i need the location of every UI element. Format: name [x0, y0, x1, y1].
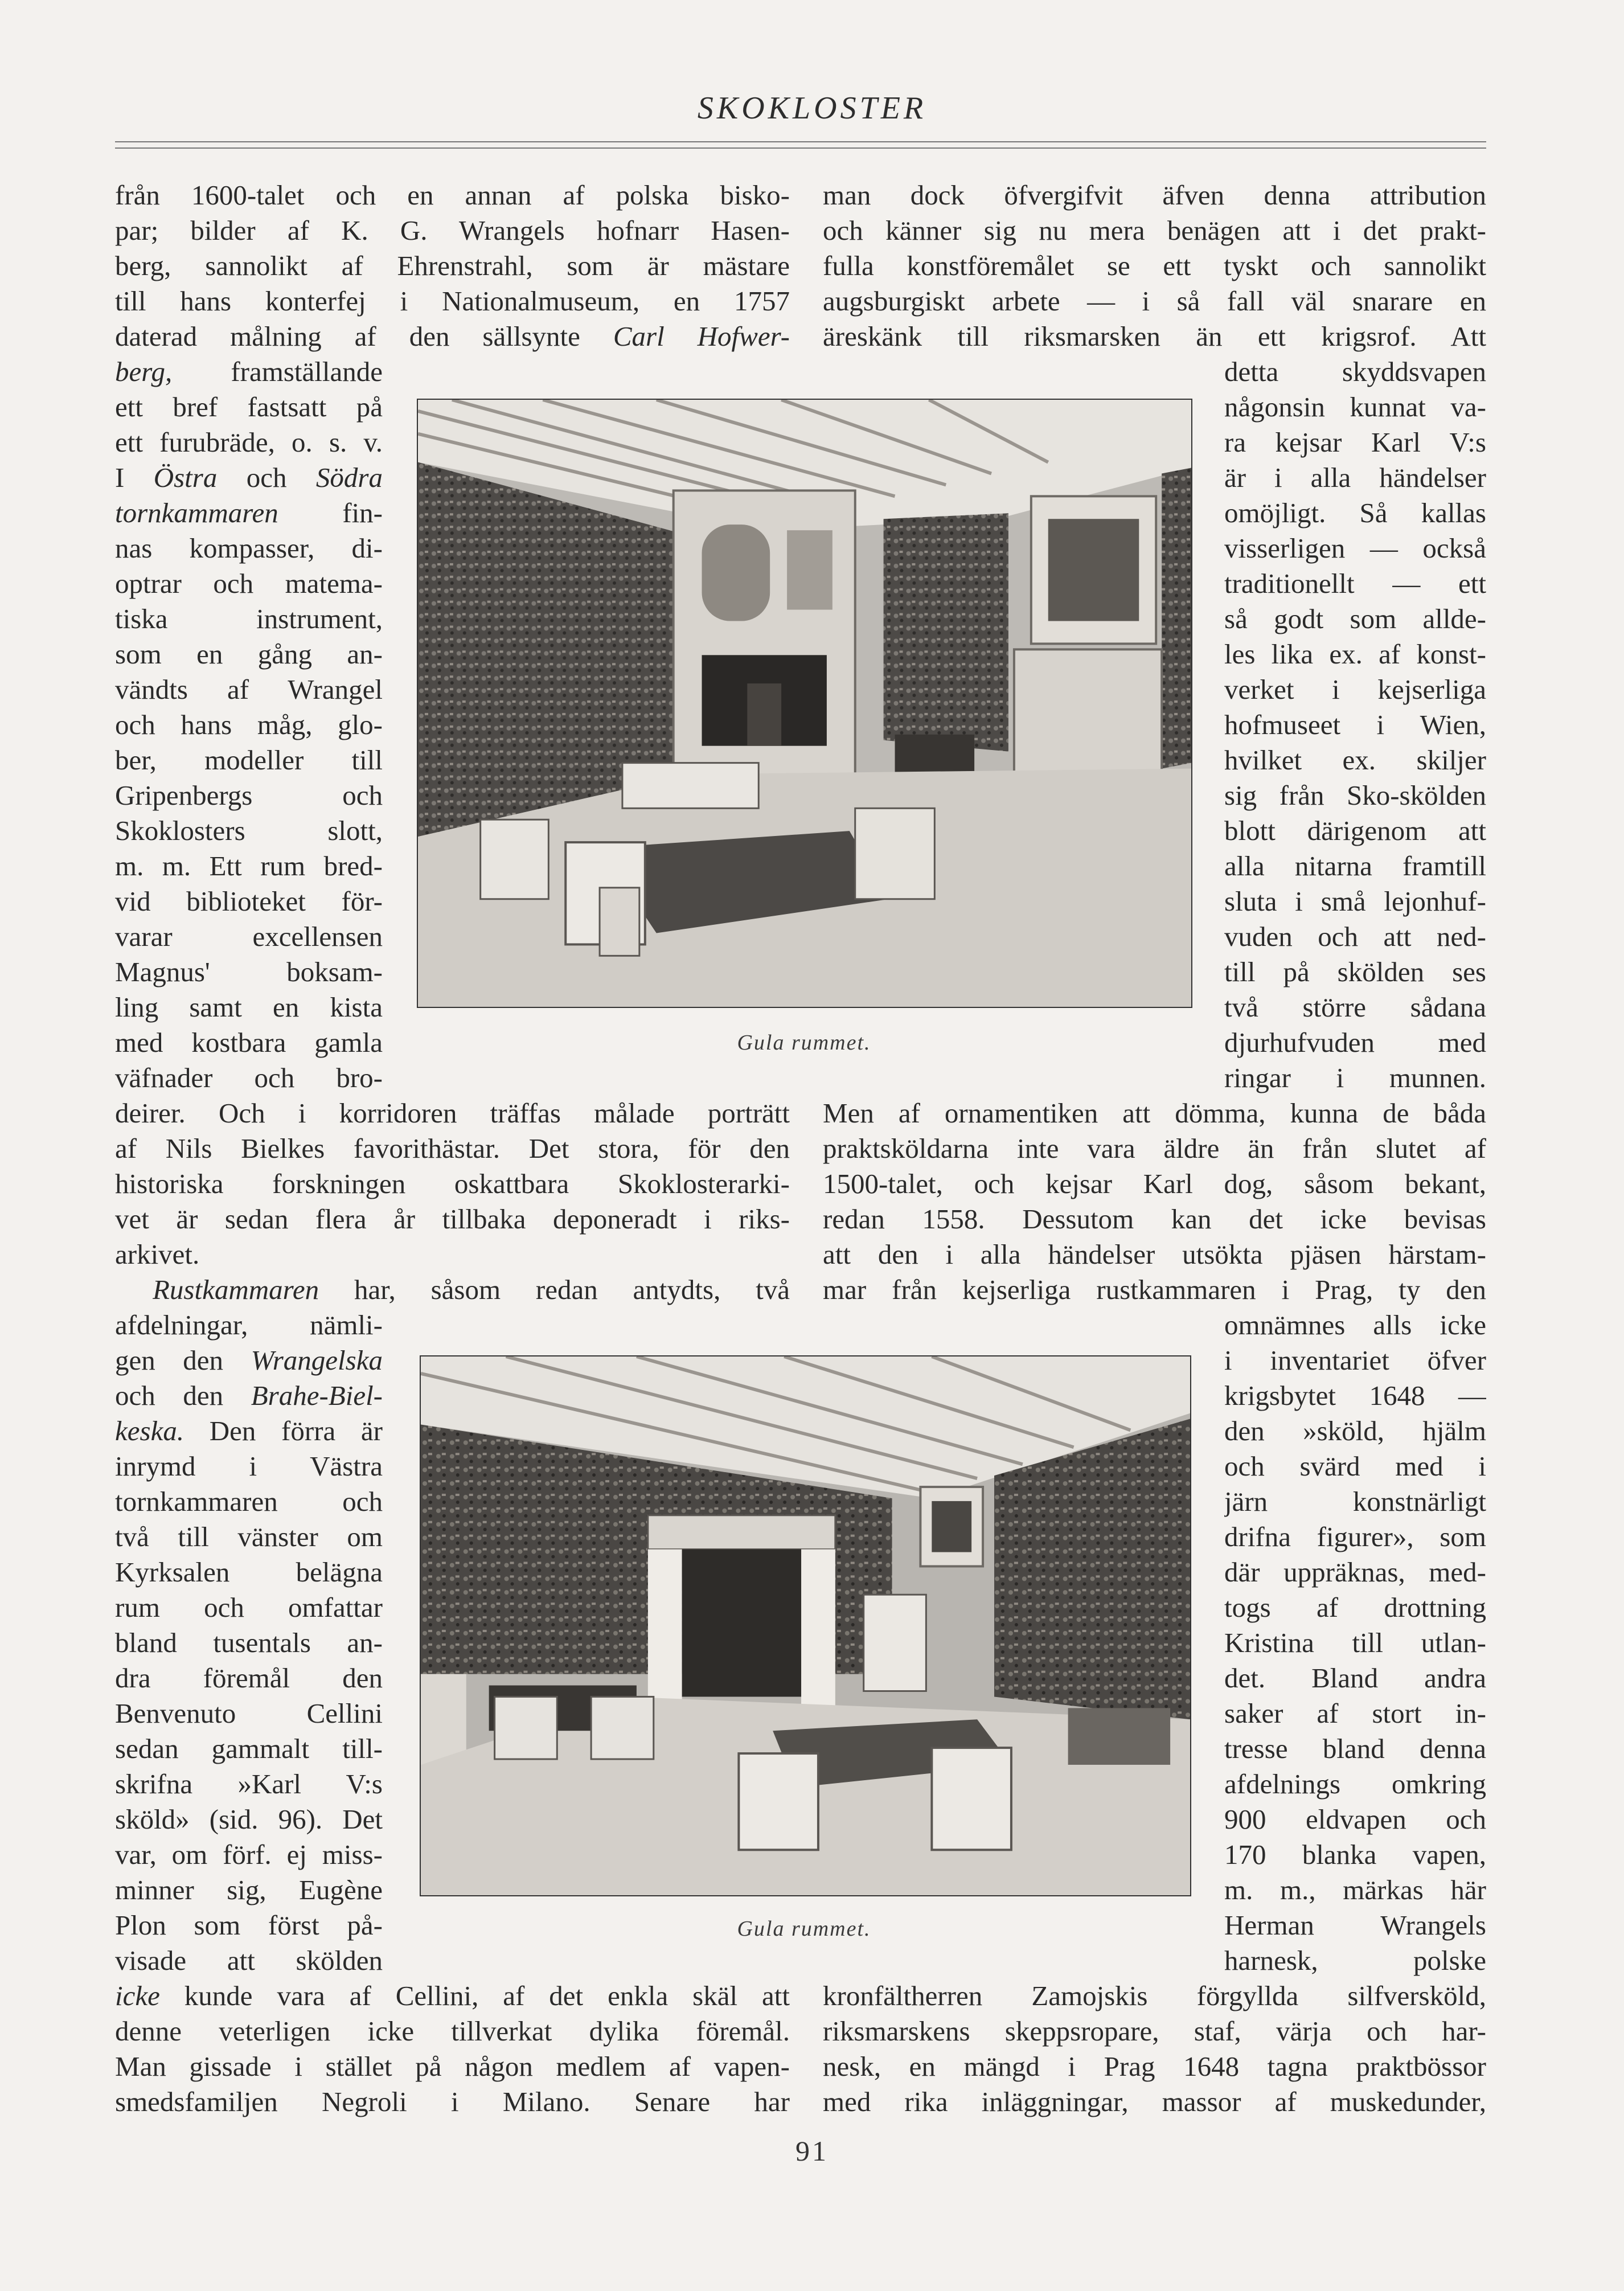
- photo-caption-1: Gula rummet.: [737, 1031, 871, 1055]
- text-line: man dock öfvergifvit äfven denna attribution: [823, 179, 1486, 211]
- text-line: med rika inläggningar, massor af muskedunder,: [823, 2086, 1486, 2117]
- text-line: vändts af Wrangel: [115, 674, 383, 705]
- text-line: arkivet.: [115, 1239, 200, 1270]
- text-line: sedan gammalt till-: [115, 1733, 383, 1764]
- text-line: Skoklosters slott,: [115, 815, 383, 846]
- text-line: denne veterligen icke tillverkat dylika föremål.: [115, 2015, 790, 2047]
- text-line: af Nils Bielkes favorithästar. Det stora, för den: [115, 1133, 790, 1164]
- text-line: Plon som först på-: [115, 1909, 383, 1941]
- text-line: tiska instrument,: [115, 603, 383, 634]
- text-line: vet är sedan flera år tillbaka deponeradt i riks-: [115, 1203, 790, 1235]
- text-line: visade att skölden: [115, 1945, 383, 1976]
- text-line: och den Brahe-Biel-: [115, 1380, 383, 1411]
- text-line: ett bref fastsatt på: [115, 391, 383, 423]
- text-line: kronfältherren Zamojskis förgyllda silfversköld,: [823, 1980, 1486, 2011]
- photo-gula-rummet-bed: [420, 1355, 1191, 1896]
- text-line: till hans konterfej i Nationalmuseum, en 1757: [115, 285, 790, 317]
- text-line: Kyrksalen belägna: [115, 1556, 383, 1588]
- text-line: omnämnes alls icke: [1224, 1309, 1486, 1341]
- text-line: keska. Den förra är: [115, 1415, 383, 1446]
- header-rule-lower: [115, 147, 1486, 149]
- photo-illustration: [418, 400, 1191, 1007]
- text-line: rum och omfattar: [115, 1592, 383, 1623]
- text-line: drifna figurer», som: [1224, 1521, 1486, 1552]
- text-line: från 1600-talet och en annan af polska bisko-: [115, 179, 790, 211]
- text-line: ling samt en kista: [115, 991, 383, 1023]
- photo-gula-rummet-fireplace: [417, 399, 1192, 1008]
- text-line: där uppräknas, med-: [1224, 1556, 1486, 1588]
- text-line: I Östra och Södra: [115, 462, 383, 493]
- text-line: harnesk, polske: [1224, 1945, 1486, 1976]
- text-line: äreskänk till riksmarsken än ett krigsrof. Att: [823, 321, 1486, 352]
- text-line: verket i kejserliga: [1224, 674, 1486, 705]
- text-line: tornkammaren fin-: [115, 497, 383, 528]
- photo-caption-2: Gula rummet.: [737, 1917, 871, 1941]
- text-line: nesk, en mängd i Prag 1648 tagna praktbössor: [823, 2051, 1486, 2082]
- text-line: traditionellt — ett: [1224, 568, 1486, 599]
- text-line: smedsfamiljen Negroli i Milano. Senare har: [115, 2086, 790, 2117]
- text-line: sköld» (sid. 96). Det: [115, 1804, 383, 1835]
- text-line: Benvenuto Cellini: [115, 1698, 383, 1729]
- text-line: minner sig, Eugène: [115, 1874, 383, 1905]
- page-number: 91: [795, 2135, 829, 2167]
- text-line: omöjligt. Så kallas: [1224, 497, 1486, 528]
- text-line: ra kejsar Karl V:s: [1224, 427, 1486, 458]
- text-line: afdelnings omkring: [1224, 1768, 1486, 1800]
- text-line: till på skölden ses: [1224, 956, 1486, 987]
- text-line: blott därigenom att: [1224, 815, 1486, 846]
- text-line: ber, modeller till: [115, 744, 383, 776]
- text-line: var, om förf. ej miss-: [115, 1839, 383, 1870]
- text-line: som en gång an-: [115, 638, 383, 670]
- text-line: hvilket ex. skiljer: [1224, 744, 1486, 776]
- text-line: les lika ex. af konst-: [1224, 638, 1486, 670]
- text-line: 900 eldvapen och: [1224, 1804, 1486, 1835]
- text-line: Kristina till utlan-: [1224, 1627, 1486, 1658]
- text-line: m. m. Ett rum bred-: [115, 850, 383, 882]
- text-line: mar från kejserliga rustkammaren i Prag, ty den: [823, 1274, 1486, 1305]
- text-line: att den i alla händelser utsökta pjäsen härstam-: [823, 1239, 1486, 1270]
- text-line: två till vänster om: [115, 1521, 383, 1552]
- text-line: tresse bland denna: [1224, 1733, 1486, 1764]
- text-line: afdelningar, nämli-: [115, 1309, 383, 1341]
- text-line: fulla konstföremålet se ett tyskt och sannolikt: [823, 250, 1486, 281]
- text-line: två större sådana: [1224, 991, 1486, 1023]
- text-line: Rustkammaren har, såsom redan antydts, två: [153, 1274, 790, 1305]
- text-line: berg, framställande: [115, 356, 383, 387]
- text-line: så godt som allde-: [1224, 603, 1486, 634]
- text-line: nas kompasser, di-: [115, 532, 383, 564]
- text-line: dra föremål den: [115, 1662, 383, 1694]
- text-line: tornkammaren och: [115, 1486, 383, 1517]
- text-line: ett furubräde, o. s. v.: [115, 427, 383, 458]
- text-line: och hans måg, glo-: [115, 709, 383, 740]
- text-line: alla nitarna framtill: [1224, 850, 1486, 882]
- text-line: hofmuseet i Wien,: [1224, 709, 1486, 740]
- text-line: deirer. Och i korridoren träffas målade porträtt: [115, 1097, 790, 1129]
- text-line: järn konstnärligt: [1224, 1486, 1486, 1517]
- text-line: någonsin kunnat va-: [1224, 391, 1486, 423]
- text-line: det. Bland andra: [1224, 1662, 1486, 1694]
- text-line: Man gissade i stället på någon medlem af vapen-: [115, 2051, 790, 2082]
- text-line: sluta i små lejonhuf-: [1224, 886, 1486, 917]
- text-line: par; bilder af K. G. Wrangels hofnarr Hasen-: [115, 215, 790, 246]
- text-line: visserligen — också: [1224, 532, 1486, 564]
- text-line: riksmarskens skeppsropare, staf, värja och har-: [823, 2015, 1486, 2047]
- text-line: den »sköld, hjälm: [1224, 1415, 1486, 1446]
- text-line: saker af stort in-: [1224, 1698, 1486, 1729]
- text-line: detta skyddsvapen: [1224, 356, 1486, 387]
- photo-illustration-2: [421, 1356, 1190, 1895]
- text-line: vuden och att ned-: [1224, 921, 1486, 952]
- text-line: skrifna »Karl V:s: [115, 1768, 383, 1800]
- text-line: Gripenbergs och: [115, 780, 383, 811]
- text-line: praktsköldarna inte vara äldre än från slutet af: [823, 1133, 1486, 1164]
- text-line: är i alla händelser: [1224, 462, 1486, 493]
- text-line: ringar i munnen.: [1224, 1062, 1486, 1093]
- text-line: m. m., märkas här: [1224, 1874, 1486, 1905]
- text-line: i inventariet öfver: [1224, 1345, 1486, 1376]
- text-line: sig från Sko-skölden: [1224, 780, 1486, 811]
- text-line: Men af ornamentiken att dömma, kunna de båda: [823, 1097, 1486, 1129]
- text-line: djurhufvuden med: [1224, 1027, 1486, 1058]
- text-line: och känner sig nu mera benägen att i det prakt-: [823, 215, 1486, 246]
- text-line: bland tusentals an-: [115, 1627, 383, 1658]
- text-line: vid biblioteket för-: [115, 886, 383, 917]
- text-line: berg, sannolikt af Ehrenstrahl, som är mästare: [115, 250, 790, 281]
- text-line: inrymd i Västra: [115, 1450, 383, 1482]
- text-line: redan 1558. Dessutom kan det icke bevisas: [823, 1203, 1486, 1235]
- text-line: historiska forskningen oskattbara Skoklosterarki-: [115, 1168, 790, 1199]
- text-line: krigsbytet 1648 —: [1224, 1380, 1486, 1411]
- text-line: gen den Wrangelska: [115, 1345, 383, 1376]
- header-rule: [115, 141, 1486, 142]
- text-line: 170 blanka vapen,: [1224, 1839, 1486, 1870]
- text-line: väfnader och bro-: [115, 1062, 383, 1093]
- text-line: augsburgiskt arbete — i så fall väl snarare en: [823, 285, 1486, 317]
- text-line: Herman Wrangels: [1224, 1909, 1486, 1941]
- text-line: optrar och matema-: [115, 568, 383, 599]
- text-line: med kostbara gamla: [115, 1027, 383, 1058]
- text-line: 1500-talet, och kejsar Karl dog, såsom bekant,: [823, 1168, 1486, 1199]
- text-line: och svärd med i: [1224, 1450, 1486, 1482]
- text-line: icke kunde vara af Cellini, af det enkla skäl att: [115, 1980, 790, 2011]
- text-line: daterad målning af den sällsynte Carl Hofwer-: [115, 321, 790, 352]
- text-line: Magnus' boksam-: [115, 956, 383, 987]
- text-line: varar excellensen: [115, 921, 383, 952]
- text-line: togs af drottning: [1224, 1592, 1486, 1623]
- running-head: SKOKLOSTER: [697, 91, 927, 126]
